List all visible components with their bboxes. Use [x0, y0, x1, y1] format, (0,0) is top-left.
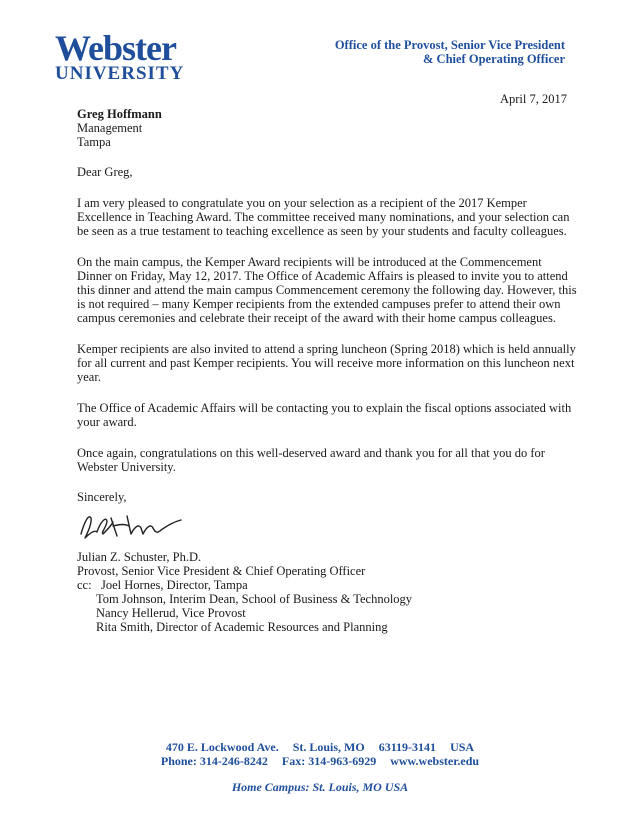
cc-list	[77, 578, 577, 634]
cc-item: Joel Hornes, Director, Tampa	[101, 578, 248, 592]
footer-address	[0, 740, 640, 754]
footer-fax: Fax: 314-963-6929	[281, 754, 377, 768]
signature-image	[77, 508, 577, 544]
paragraph-fiscal: The Office of Academic Affairs will be contacting you to explain the fiscal options associated with your award.	[77, 401, 572, 429]
office-line-2: & Chief Operating Officer	[423, 52, 565, 66]
letter-date: April 7, 2017	[499, 92, 567, 106]
signer-name: Julian Z. Schuster, Ph.D.	[77, 550, 202, 564]
cc-label: cc:	[77, 578, 92, 592]
footer-web: www.webster.edu	[390, 754, 480, 768]
recipient-location: Tampa	[77, 135, 111, 149]
footer-country: USA	[450, 740, 475, 754]
footer-zip: 63119-3141	[378, 740, 437, 754]
signature-scribble	[77, 508, 187, 544]
webster-logo	[55, 30, 185, 84]
logo-wordmark: Webster	[55, 28, 176, 68]
paragraph-closing-remark: Once again, congratulations on this well-deserved award and thank you for all that you do for Webster University.	[77, 446, 545, 474]
cc-item: Rita Smith, Director of Academic Resources and Planning	[96, 620, 388, 634]
office-line-1: Office of the Provost, Senior Vice President	[334, 38, 565, 52]
salutation: Dear Greg,	[77, 165, 133, 179]
office-header	[335, 38, 565, 66]
footer-contact	[0, 754, 640, 768]
signer-title: Provost, Senior Vice President & Chief Operating Officer	[77, 564, 366, 578]
recipient-name: Greg Hoffmann	[77, 107, 162, 121]
paragraph-commencement: On the main campus, the Kemper Award recipients will be introduced at the Commencement Dinner on Friday, May 12, 2017. The Office of Academic Affairs is pleased to invite you to attend this dinner and attend the main campus Commencement ceremony the following day. However, this is not required – many Kemper recipients from the extended campuses prefer to attend their own campus ceremonies and celebrate their receipt of the award with their home campus colleagues.	[77, 255, 577, 325]
cc-item: Nancy Hellerud, Vice Provost	[96, 606, 246, 620]
paragraph-luncheon: Kemper recipients are also invited to attend a spring luncheon (Spring 2018) which is held annually for all current and past Kemper recipients. You will receive more information on this luncheon next year.	[77, 342, 576, 384]
footer-phone: Phone: 314-246-8242	[160, 754, 268, 768]
cc-item: Tom Johnson, Interim Dean, School of Business & Technology	[96, 592, 413, 606]
footer-street: 470 E. Lockwood Ave.	[165, 740, 279, 754]
letter-footer	[0, 740, 640, 794]
footer-city: St. Louis, MO	[292, 740, 365, 754]
letter-body	[77, 107, 577, 634]
closing: Sincerely,	[77, 490, 127, 504]
recipient-dept: Management	[77, 121, 143, 135]
logo-subtitle: UNIVERSITY	[55, 63, 185, 84]
footer-home-campus: Home Campus: St. Louis, MO USA	[231, 780, 409, 794]
paragraph-congratulations: I am very pleased to congratulate you on your selection as a recipient of the 2017 Kemper Excellence in Teaching Award. The committee received many nominations, and your selection can be seen as a true testament to teaching excellence as seen by your students and faculty colleagues.	[77, 196, 570, 238]
